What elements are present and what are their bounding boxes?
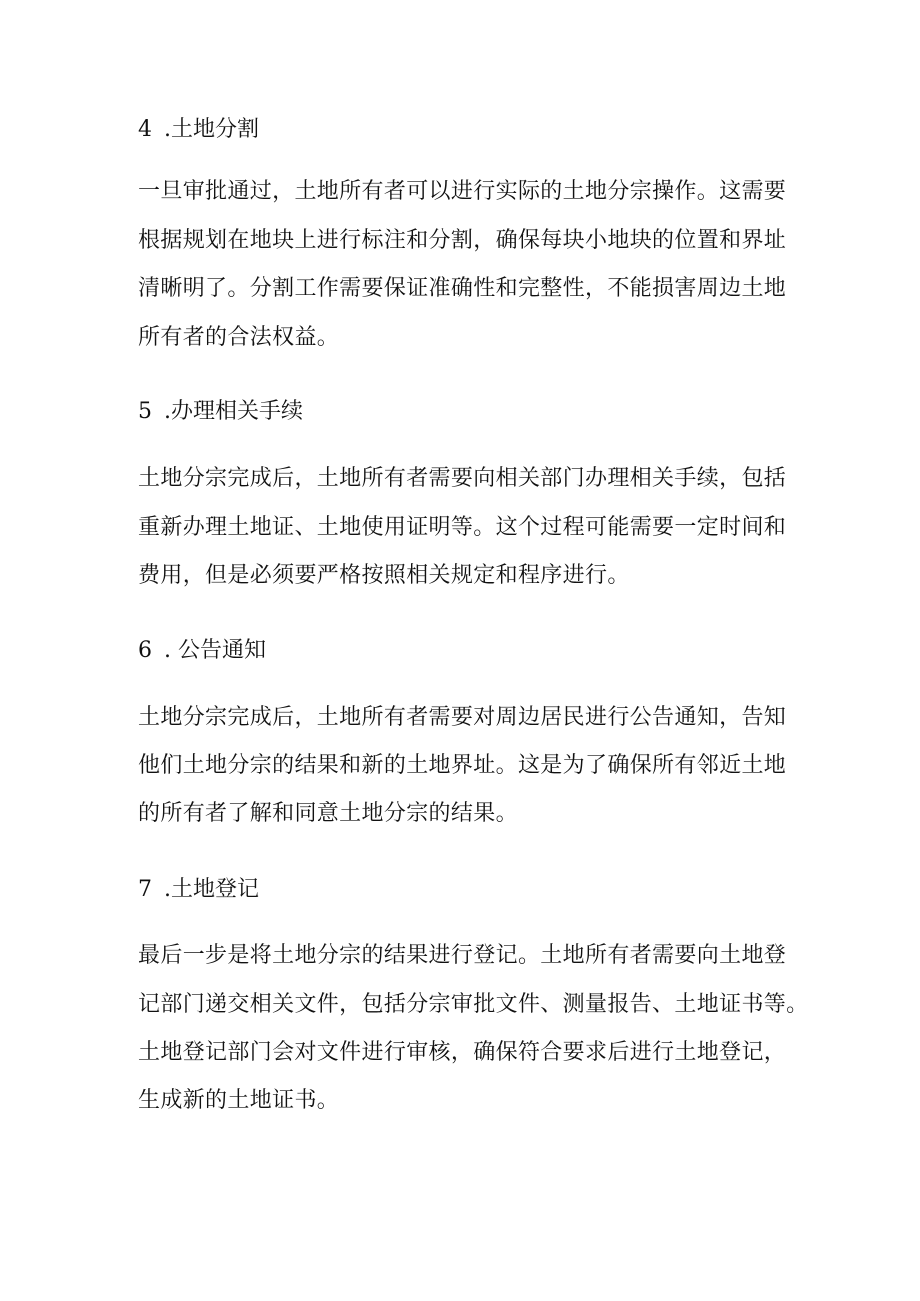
paragraph-line: 的所有者了解和同意土地分宗的结果。 [138, 801, 518, 826]
paragraph-line: 最后一步是将土地分宗的结果进行登记。土地所有者需要向土地登 [138, 943, 787, 968]
paragraph-line: 所有者的合法权益。 [138, 325, 340, 350]
paragraph-line: 土地分宗完成后，土地所有者需要对周边居民进行公告通知，告知 [138, 705, 787, 730]
paragraph-line: 费用，但是必须要严格按照相关规定和程序进行。 [138, 563, 630, 588]
section-number: 7 [138, 877, 152, 902]
paragraph-line: 土地登记部门会对文件进行审核，确保符合要求后进行土地登记， [138, 1040, 787, 1065]
section-number: 4 [138, 117, 152, 142]
section-heading-5 [138, 397, 303, 427]
section-heading-7 [138, 875, 259, 905]
paragraph-line: 他们土地分宗的结果和新的土地界址。这是为了确保所有邻近土地 [138, 753, 787, 778]
paragraph-line: 根据规划在地块上进行标注和分割，确保每块小地块的位置和界址 [138, 228, 787, 253]
section-number: 5 [138, 399, 152, 424]
paragraph-line: 记部门递交相关文件，包括分宗审批文件、测量报告、土地证书等。 [138, 992, 809, 1017]
section-heading-4 [138, 115, 259, 145]
paragraph-line: 清晰明了。分割工作需要保证准确性和完整性，不能损害周边土地 [138, 276, 787, 301]
paragraph-line: 生成新的土地证书。 [138, 1088, 340, 1113]
section-title: .土地分割 [164, 117, 259, 142]
section-number: 6 [138, 638, 152, 663]
section-title: .土地登记 [164, 877, 259, 902]
paragraph-line: 一旦审批通过，土地所有者可以进行实际的土地分宗操作。这需要 [138, 179, 787, 204]
section-title: .办理相关手续 [164, 399, 303, 424]
paragraph-line: 重新办理土地证、土地使用证明等。这个过程可能需要一定时间和 [138, 515, 787, 540]
section-heading-6 [138, 636, 266, 666]
section-title: . 公告通知 [164, 638, 266, 663]
paragraph-line: 土地分宗完成后，土地所有者需要向相关部门办理相关手续，包括 [138, 466, 787, 491]
